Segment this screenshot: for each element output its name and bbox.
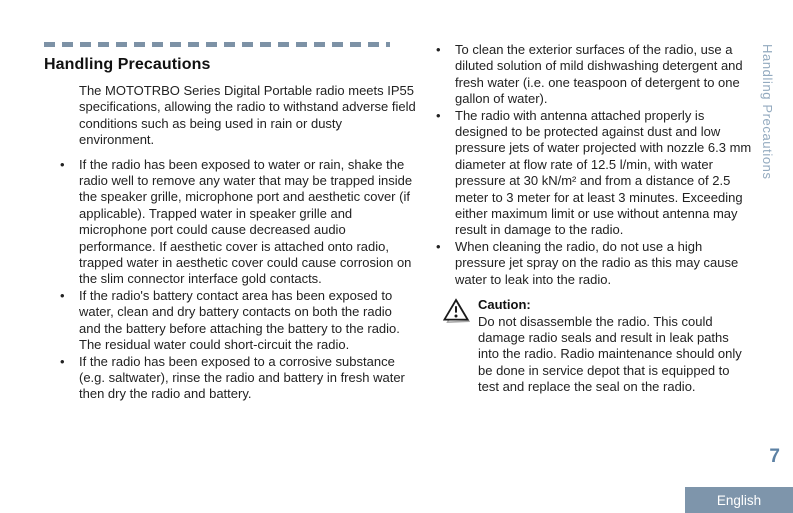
bullet-item-battery-contacts: • If the radio's battery contact area has been exposed to water, clean and dry battery contacts on both the radio and the battery before attaching the battery to the radio. The residual water could short-circuit the radio. <box>44 288 417 354</box>
caution-body <box>478 297 743 395</box>
bullet-item-corrosive-substance: • If the radio has been exposed to a corrosive substance (e.g. saltwater), rinse the radio and battery in fresh water then dry the radio and battery. <box>44 354 417 403</box>
left-column <box>44 42 416 403</box>
bullet-item-no-jet-spray: • When cleaning the radio, do not use a high pressure jet spray on the radio as this may cause water to leak into the radio. <box>419 239 753 288</box>
sidebar-chapter-label: Handling Precautions <box>760 44 775 180</box>
right-column <box>419 42 753 396</box>
warning-triangle-icon <box>443 298 470 395</box>
intro-paragraph: The MOTOTRBO Series Digital Portable radio meets IP55 specifications, allowing the radio to withstand adverse field conditions such as being used in rain or dusty environment. <box>79 83 416 148</box>
section-title: Handling Precautions <box>44 56 211 73</box>
section-divider-dashed-rule <box>44 42 390 47</box>
caution-text: Do not disassemble the radio. This could damage radio seals and result in leak paths into the radio. Radio maintenance should only be done in service depot that is equipped to test and replace the seal on the radio. <box>478 313 742 395</box>
right-bullet-list <box>419 42 753 288</box>
language-tab: English <box>685 487 793 513</box>
page-number: 7 <box>769 446 780 467</box>
caution-block <box>419 297 743 395</box>
left-bullet-list <box>44 156 413 403</box>
bullet-item-water-exposure: • If the radio has been exposed to water or rain, shake the radio well to remove any water that may be trapped inside the speaker grille, microphone port and aesthetic cover (if applicable). Trapped water in speaker grille and microphone port could cause decreased audio performance. If aesthetic cover is attached onto radio, trapped water in aesthetic cover could cause corrosion on the slim connector interface gold contacts. <box>44 157 417 288</box>
bullet-item-cleaning-exterior: • To clean the exterior surfaces of the radio, use a diluted solution of mild dishwashing detergent and fresh water (i.e. one teaspoon of detergent to one gallon of water). <box>419 42 753 108</box>
bullet-item-antenna-protection: • The radio with antenna attached properly is designed to be protected against dust and low pressure jets of water projected with nozzle 6.3 mm diameter at flow rate of 12.5 l/min, with water pressure at 30 kN/m² and from a distance of 2.5 meter to 3 meter for at least 3 minutes. Exceeding either maximum limit or use without antenna may result in damage to the radio. <box>419 108 753 239</box>
caution-heading: Caution: <box>478 297 531 313</box>
